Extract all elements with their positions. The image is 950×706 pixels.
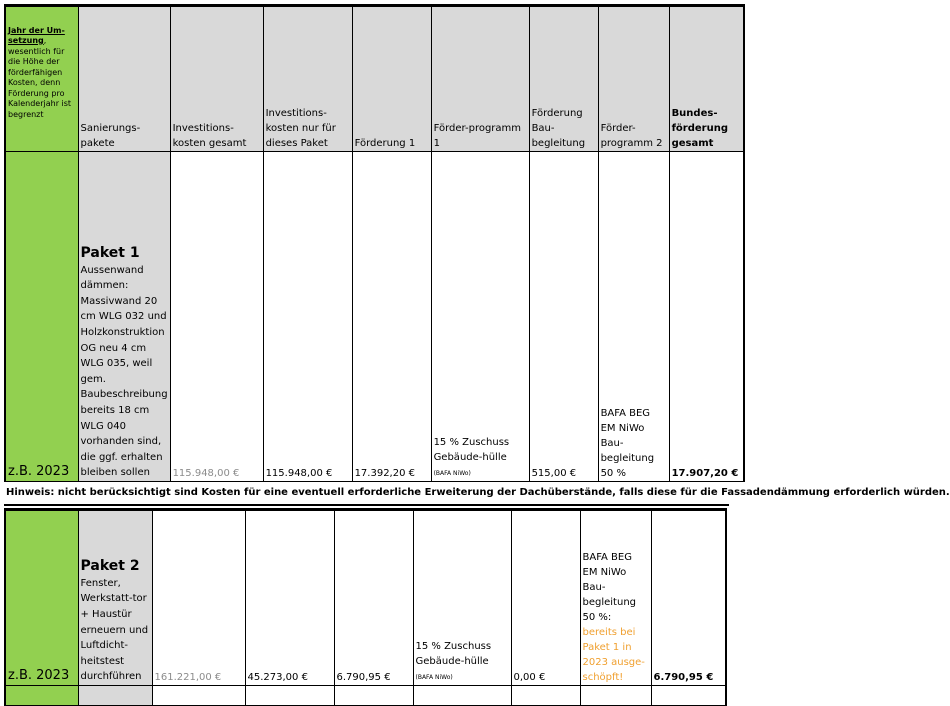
header-federal-total: Bundes-förderung gesamt: [669, 6, 744, 152]
package-description: Fenster, Werkstatt-tor + Haustür erneuern und Luftdicht-heitstest durchführen: [80, 577, 149, 683]
note-text: Hinweis: nicht berücksichtigt sind Kosten für eine eventuell erforderliche Erweiterung der Dachüberstände, falls diese für die Fassadendämmung erforderlich würden.: [6, 487, 950, 498]
funding-table-continued: [4, 508, 727, 706]
header-funding1: Förderung 1: [352, 6, 431, 152]
header-packages: Sanierungs-pakete: [78, 6, 170, 152]
row-invest-package: 115.948,00 €: [263, 152, 352, 482]
row-year: z.B. 2023: [5, 510, 78, 686]
package-description: Aussenwand dämmen: Massivwand 20 cm WLG 032 und Holzkonstruktion OG neu 4 cm WLG 035, weil gem. Baubeschreibung bereits 18 cm WLG 040 vorhanden sind, die ggf. erhalten bleiben sollen: [80, 264, 168, 479]
table-row: [5, 152, 744, 482]
row-program1: 15 % Zuschuss Gebäude-hülle (BAFA NiWo): [431, 152, 529, 482]
row-program2: BAFA BEG EM NiWo Bau-begleitung 50 %: [598, 152, 669, 482]
header-invest-total: Investitions-kosten gesamt: [170, 6, 263, 152]
row-funding1: 6.790,95 €: [334, 510, 413, 686]
row-package: [78, 510, 152, 686]
header-invest-package: Investitions-kosten nur für dieses Paket: [263, 6, 352, 152]
row-funding1: 17.392,20 €: [352, 152, 431, 482]
row-invest-total: 115.948,00 €: [170, 152, 263, 482]
table-row: [5, 686, 726, 706]
header-year: Jahr der Um-setzung, wesentlich für die Höhe der förderfähigen Kosten, denn Förderung pro Kalenderjahr ist begrenzt: [5, 6, 78, 152]
row-invest-total: 161.221,00 €: [152, 510, 245, 686]
row-year: z.B. 2023: [5, 152, 78, 482]
row-federal-total: 17.907,20 €: [669, 152, 744, 482]
package-title: Paket 2: [80, 557, 140, 574]
divider: [4, 504, 729, 506]
header-row: [5, 6, 744, 152]
row-program1: 15 % Zuschuss Gebäude-hülle (BAFA NiWo): [413, 510, 511, 686]
row-construction-support: 0,00 €: [511, 510, 580, 686]
row-package: [78, 152, 170, 482]
row-federal-total: 6.790,95 €: [651, 510, 726, 686]
header-construction-support: Förderung Bau-begleitung: [529, 6, 598, 152]
row-invest-package: 45.273,00 €: [245, 510, 334, 686]
program2-note: bereits bei Paket 1 in 2023 ausge-schöpft!: [582, 627, 645, 683]
table-row: [5, 510, 726, 686]
row-program2: BAFA BEG EM NiWo Bau-begleitung 50 %: bereits bei Paket 1 in 2023 ausge-schöpft!: [580, 510, 651, 686]
package-title: Paket 1: [80, 244, 140, 261]
row-construction-support: 515,00 €: [529, 152, 598, 482]
header-program2: Förder-programm 2: [598, 6, 669, 152]
funding-table: [4, 4, 745, 482]
header-program1: Förder-programm 1: [431, 6, 529, 152]
